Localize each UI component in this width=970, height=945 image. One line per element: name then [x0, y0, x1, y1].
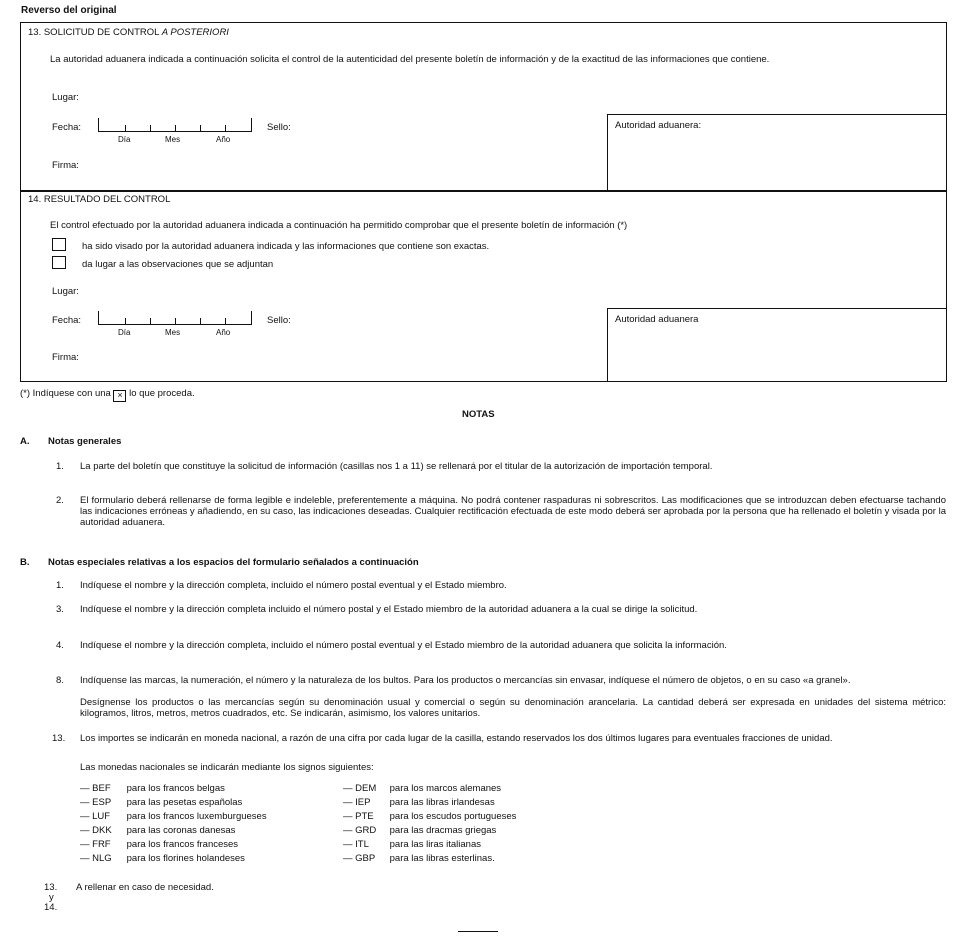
- notes-a-item-text: El formulario deberá rellenarse de forma legible e indeleble, preferentemente a máquina. No podrá contener raspaduras ni sobrescritos. Las modificaciones que se introduzcan deben efectuarse tachando las indicaciones erróneas y añadiendo, en su caso, las indicaciones deseadas. Cualquier rectificación efectuada de este modo deberá ser aprobada por la persona que ha rellenado el boletín y visada por la autoridad aduanera.: [80, 495, 946, 528]
- currency-row: — GRD para las dracmas griegas: [343, 825, 497, 836]
- notes-title: NOTAS: [462, 409, 495, 420]
- section-13-dia-label: Día: [118, 135, 131, 144]
- checked-box-icon: ×: [113, 390, 126, 402]
- currency-row: — IEP para las libras irlandesas: [343, 797, 495, 808]
- section-13-fecha-label: Fecha:: [52, 122, 82, 133]
- section-14-firma-label: Firma:: [52, 352, 79, 363]
- notes-b-item-num: 13.: [52, 733, 66, 744]
- notes-b-letter: B.: [20, 557, 30, 568]
- notes-a-title: Notas generales: [48, 436, 122, 447]
- notes-b-item-num: 1.: [56, 580, 64, 591]
- notes-b-item-text-2: Desígnense los productos o las mercancías según su denominación usual y comercial o según su denominación arancelaria. La cantidad deberá ser expresada en unidades del sistema métrico: kilogramos, litros, metros, metros cuadrados, etc. Se indicarán, asimismo, los valores unitarios.: [80, 697, 946, 719]
- section-14-intro: El control efectuado por la autoridad aduanera indicada a continuación ha permitido comprobar que el presente boletín de información (*): [50, 220, 628, 231]
- option-2-checkbox[interactable]: [52, 256, 66, 269]
- section-14-dia-label: Día: [118, 328, 131, 337]
- section-14-authority-label: Autoridad aduanera: [615, 314, 699, 325]
- currency-row: — ESP para las pesetas españolas: [80, 797, 243, 808]
- notes-b-last-num-13: 13.: [44, 882, 58, 893]
- notes-b-item-text: Los importes se indicarán en moneda nacional, a razón de una cifra por cada lugar de la casilla, estando reservados los dos últimos lugares para eventuales fracciones de unidad.: [80, 733, 833, 744]
- notes-b-last-num-y: y: [49, 892, 54, 903]
- notes-b-item-text: Indíquese el nombre y la dirección completa incluido el número postal y el Estado miembro de la autoridad aduanera a la cual se dirige la solicitud.: [80, 604, 698, 615]
- section-13-anio-label: Año: [216, 135, 231, 144]
- section-13-intro: La autoridad aduanera indicada a continuación solicita el control de la autenticidad del presente boletín de información y de la exactitud de las informaciones que contiene.: [50, 54, 770, 65]
- notes-a-item-num: 2.: [56, 495, 64, 506]
- currency-row: — NLG para los florines holandeses: [80, 853, 245, 864]
- notes-b-item-text: Indíquese el nombre y la dirección completa, incluido el número postal eventual y el Estado miembro de la autoridad aduanera que solicita la información.: [80, 640, 727, 651]
- currency-row: — FRF para los francos franceses: [80, 839, 239, 850]
- section-13-mes-label: Mes: [165, 135, 181, 144]
- section-14-fecha-label: Fecha:: [52, 315, 82, 326]
- notes-a-item-num: 1.: [56, 461, 64, 472]
- section-13-title: 13. SOLICITUD DE CONTROL A POSTERIORI: [28, 27, 229, 38]
- notes-b-item-num: 3.: [56, 604, 64, 615]
- notes-b-item-text: Indíquense las marcas, la numeración, el número y la naturaleza de los bultos. Para los productos o mercancías sin envasar, indíquese el número de objetos, o en su caso «a granel».: [80, 675, 851, 686]
- section-14-anio-label: Año: [216, 328, 231, 337]
- section-14-mes-label: Mes: [165, 328, 181, 337]
- section-14-sello-label: Sello:: [267, 315, 291, 326]
- notes-b-item-text-2: Las monedas nacionales se indicarán mediante los signos siguientes:: [80, 762, 374, 773]
- currency-row: — GBP para las libras esterlinas.: [343, 853, 495, 864]
- currency-row: — DEM para los marcos alemanes: [343, 783, 502, 794]
- currency-row: — PTE para los escudos portugueses: [343, 811, 517, 822]
- notes-b-title: Notas especiales relativas a los espacios del formulario señalados a continuación: [48, 557, 419, 568]
- notes-b-item-num: 8.: [56, 675, 64, 686]
- section-13-firma-label: Firma:: [52, 160, 79, 171]
- currency-row: — DKK para las coronas danesas: [80, 825, 236, 836]
- section-13-lugar-label: Lugar:: [52, 92, 79, 103]
- currency-row: — ITL para las liras italianas: [343, 839, 481, 850]
- notes-a-letter: A.: [20, 436, 30, 447]
- notes-b-item-text: Indíquese el nombre y la dirección completa, incluido el número postal eventual y el Estado miembro.: [80, 580, 507, 591]
- notes-a-item-text: La parte del boletín que constituye la solicitud de información (casillas nos 1 a 11) se rellenará por el titular de la autorización de importación temporal.: [80, 461, 713, 472]
- notes-b-last-num-14: 14.: [44, 902, 58, 913]
- option-1-checkbox[interactable]: [52, 238, 66, 251]
- section-13-sello-label: Sello:: [267, 122, 291, 133]
- section-14-title: 14. RESULTADO DEL CONTROL: [28, 194, 171, 205]
- footnote: (*) Indíquese con una × lo que proceda.: [20, 388, 195, 400]
- notes-b-last-text: A rellenar en caso de necesidad.: [76, 882, 214, 893]
- section-13-authority-label: Autoridad aduanera:: [615, 120, 702, 131]
- option-1-label: ha sido visado por la autoridad aduanera indicada y las informaciones que contiene son exactas.: [82, 241, 490, 252]
- currency-row: — BEF para los francos belgas: [80, 783, 225, 794]
- notes-b-item-num: 4.: [56, 640, 64, 651]
- reverse-label: Reverso del original: [21, 5, 117, 16]
- bottom-separator: [458, 931, 498, 932]
- section-14-lugar-label: Lugar:: [52, 286, 79, 297]
- option-2-label: da lugar a las observaciones que se adjuntan: [82, 259, 274, 270]
- currency-row: — LUF para los francos luxemburgueses: [80, 811, 267, 822]
